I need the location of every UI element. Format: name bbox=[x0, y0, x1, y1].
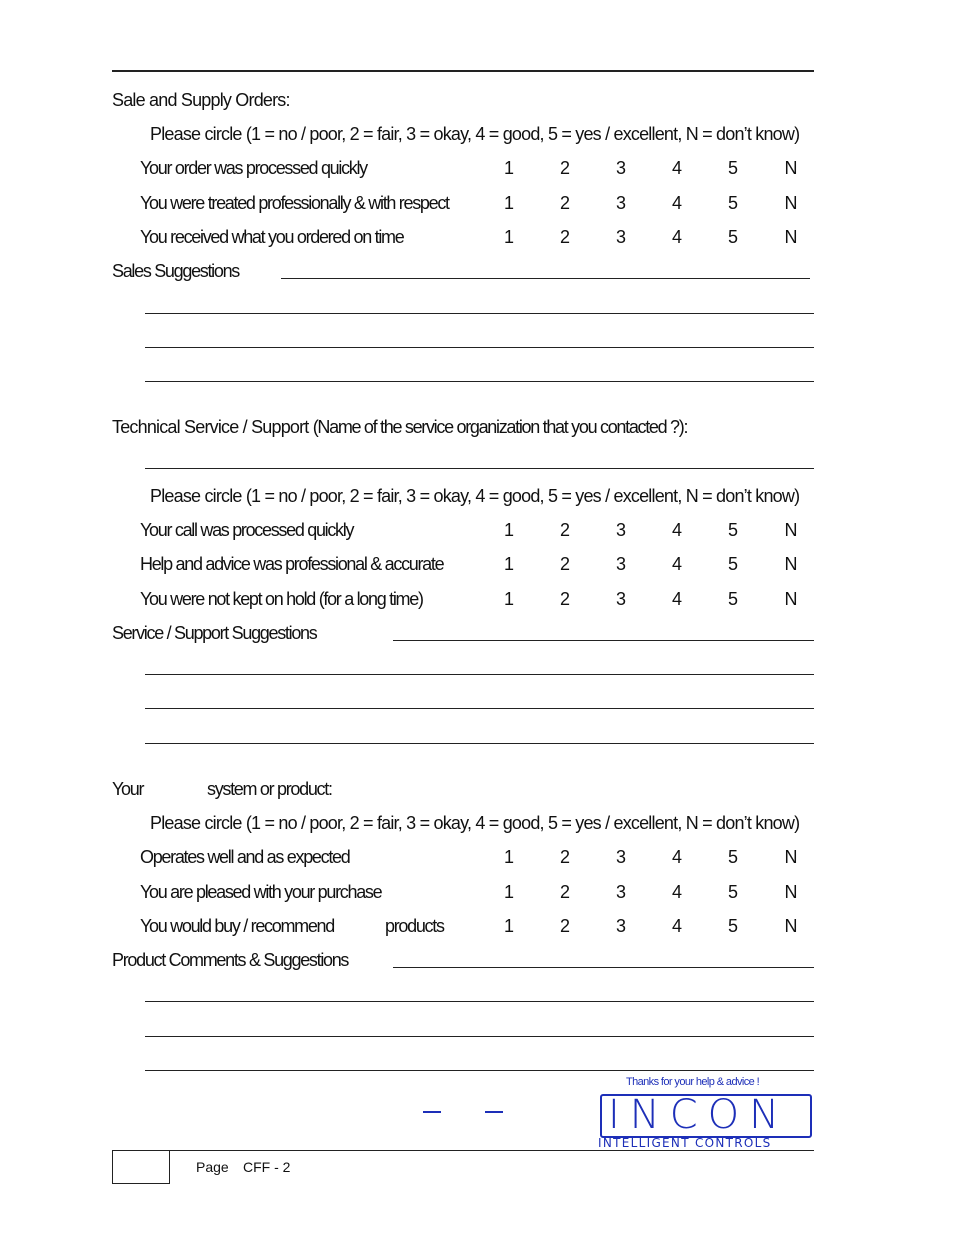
rating-row-label: You were treated professionally & with respect bbox=[140, 193, 449, 213]
rating-option-1[interactable]: 1 bbox=[503, 916, 514, 936]
rating-option-2[interactable]: 2 bbox=[559, 882, 570, 902]
section-heading-service-title: Technical Service / Support bbox=[112, 417, 309, 437]
suggestion-line[interactable] bbox=[145, 347, 814, 348]
rating-option-3[interactable]: 3 bbox=[615, 227, 626, 247]
rating-row-label: You would buy / recommend bbox=[140, 916, 334, 936]
section-heading-sales: Sale and Supply Orders: bbox=[112, 90, 290, 110]
footer-box bbox=[112, 1150, 170, 1184]
rating-option-3[interactable]: 3 bbox=[615, 158, 626, 178]
rating-option-4[interactable]: 4 bbox=[671, 520, 682, 540]
suggestions-label: Product Comments & Suggestions bbox=[112, 950, 349, 970]
rating-option-N[interactable]: N bbox=[784, 520, 798, 540]
rating-option-5[interactable]: 5 bbox=[727, 882, 738, 902]
rating-option-4[interactable]: 4 bbox=[671, 554, 682, 574]
suggestion-line[interactable] bbox=[145, 1036, 814, 1037]
rating-option-2[interactable]: 2 bbox=[559, 847, 570, 867]
thanks-note: Thanks for your help & advice ! bbox=[626, 1076, 760, 1088]
rating-option-1[interactable]: 1 bbox=[503, 158, 514, 178]
rating-option-2[interactable]: 2 bbox=[559, 916, 570, 936]
rating-option-5[interactable]: 5 bbox=[727, 158, 738, 178]
rating-row-label: Your call was processed quickly bbox=[140, 520, 354, 540]
rating-option-5[interactable]: 5 bbox=[727, 227, 738, 247]
blue-dash bbox=[485, 1111, 503, 1113]
rating-option-N[interactable]: N bbox=[784, 227, 798, 247]
rating-option-1[interactable]: 1 bbox=[503, 193, 514, 213]
rating-option-N[interactable]: N bbox=[784, 554, 798, 574]
rating-instruction: Please circle (1 = no / poor, 2 = fair, 3 = okay, 4 = good, 5 = yes / excellent, N = don’t know) bbox=[150, 486, 800, 506]
logo-sub-text: INTELLIGENT CONTROLS bbox=[598, 1136, 772, 1150]
rating-option-N[interactable]: N bbox=[784, 193, 798, 213]
rating-option-4[interactable]: 4 bbox=[671, 847, 682, 867]
rating-option-1[interactable]: 1 bbox=[503, 227, 514, 247]
page-number: CFF - 2 bbox=[243, 1159, 291, 1175]
suggestions-label: Sales Suggestions bbox=[112, 261, 239, 281]
rating-option-4[interactable]: 4 bbox=[671, 227, 682, 247]
rating-row-label: Help and advice was professional & accurate bbox=[140, 554, 444, 574]
suggestions-label: Service / Support Suggestions bbox=[112, 623, 317, 643]
rating-option-N[interactable]: N bbox=[784, 882, 798, 902]
rating-option-1[interactable]: 1 bbox=[503, 882, 514, 902]
rating-option-1[interactable]: 1 bbox=[503, 589, 514, 609]
rating-option-5[interactable]: 5 bbox=[727, 554, 738, 574]
rating-option-4[interactable]: 4 bbox=[671, 158, 682, 178]
top-rule bbox=[112, 70, 814, 72]
section-heading-service bbox=[112, 417, 687, 438]
rating-option-3[interactable]: 3 bbox=[615, 520, 626, 540]
rating-option-5[interactable]: 5 bbox=[727, 589, 738, 609]
rating-option-4[interactable]: 4 bbox=[671, 589, 682, 609]
service-org-line[interactable] bbox=[145, 468, 814, 469]
section-heading-service-sub: (Name of the service organization that you contacted ?): bbox=[312, 417, 688, 437]
rating-option-3[interactable]: 3 bbox=[615, 193, 626, 213]
rating-option-2[interactable]: 2 bbox=[559, 589, 570, 609]
suggestion-line[interactable] bbox=[145, 381, 814, 382]
rating-option-5[interactable]: 5 bbox=[727, 847, 738, 867]
section-heading-product-sub: system or product: bbox=[207, 779, 332, 799]
rating-option-5[interactable]: 5 bbox=[727, 193, 738, 213]
rating-row-label: Operates well and as expected bbox=[140, 847, 350, 867]
rating-instruction: Please circle (1 = no / poor, 2 = fair, 3 = okay, 4 = good, 5 = yes / excellent, N = don’t know) bbox=[150, 813, 800, 833]
rating-option-N[interactable]: N bbox=[784, 589, 798, 609]
rating-option-2[interactable]: 2 bbox=[559, 520, 570, 540]
rating-option-5[interactable]: 5 bbox=[727, 916, 738, 936]
suggestion-line[interactable] bbox=[145, 708, 814, 709]
rating-option-1[interactable]: 1 bbox=[503, 520, 514, 540]
rating-option-4[interactable]: 4 bbox=[671, 193, 682, 213]
rating-row-label: You are pleased with your purchase bbox=[140, 882, 382, 902]
footer-rule bbox=[112, 1150, 814, 1151]
rating-option-N[interactable]: N bbox=[784, 916, 798, 936]
blue-dash bbox=[423, 1111, 441, 1113]
suggestion-line[interactable] bbox=[393, 640, 814, 641]
rating-option-4[interactable]: 4 bbox=[671, 882, 682, 902]
rating-row-label: Your order was processed quickly bbox=[140, 158, 367, 178]
suggestion-line[interactable] bbox=[145, 1070, 814, 1071]
suggestion-line[interactable] bbox=[145, 1001, 814, 1002]
suggestion-line[interactable] bbox=[281, 278, 810, 279]
incon-logo bbox=[600, 1094, 812, 1138]
rating-row-extra: products bbox=[385, 916, 444, 936]
rating-option-2[interactable]: 2 bbox=[559, 227, 570, 247]
rating-option-3[interactable]: 3 bbox=[615, 554, 626, 574]
suggestion-line[interactable] bbox=[393, 967, 814, 968]
rating-option-3[interactable]: 3 bbox=[615, 589, 626, 609]
rating-option-2[interactable]: 2 bbox=[559, 193, 570, 213]
suggestion-line[interactable] bbox=[145, 743, 814, 744]
rating-option-3[interactable]: 3 bbox=[615, 847, 626, 867]
rating-option-1[interactable]: 1 bbox=[503, 847, 514, 867]
section-heading-product: Your bbox=[112, 779, 144, 799]
rating-option-2[interactable]: 2 bbox=[559, 158, 570, 178]
page-label: Page bbox=[196, 1159, 229, 1175]
rating-option-N[interactable]: N bbox=[784, 158, 798, 178]
suggestion-line[interactable] bbox=[145, 313, 814, 314]
logo-main-text: INCON bbox=[608, 1092, 790, 1138]
rating-instruction: Please circle (1 = no / poor, 2 = fair, 3 = okay, 4 = good, 5 = yes / excellent, N = don’t know) bbox=[150, 124, 800, 144]
rating-option-4[interactable]: 4 bbox=[671, 916, 682, 936]
rating-option-N[interactable]: N bbox=[784, 847, 798, 867]
rating-row-label: You received what you ordered on time bbox=[140, 227, 404, 247]
rating-option-2[interactable]: 2 bbox=[559, 554, 570, 574]
rating-option-5[interactable]: 5 bbox=[727, 520, 738, 540]
suggestion-line[interactable] bbox=[145, 674, 814, 675]
rating-option-3[interactable]: 3 bbox=[615, 916, 626, 936]
rating-row-label: You were not kept on hold (for a long time) bbox=[140, 589, 423, 609]
rating-option-1[interactable]: 1 bbox=[503, 554, 514, 574]
rating-option-3[interactable]: 3 bbox=[615, 882, 626, 902]
